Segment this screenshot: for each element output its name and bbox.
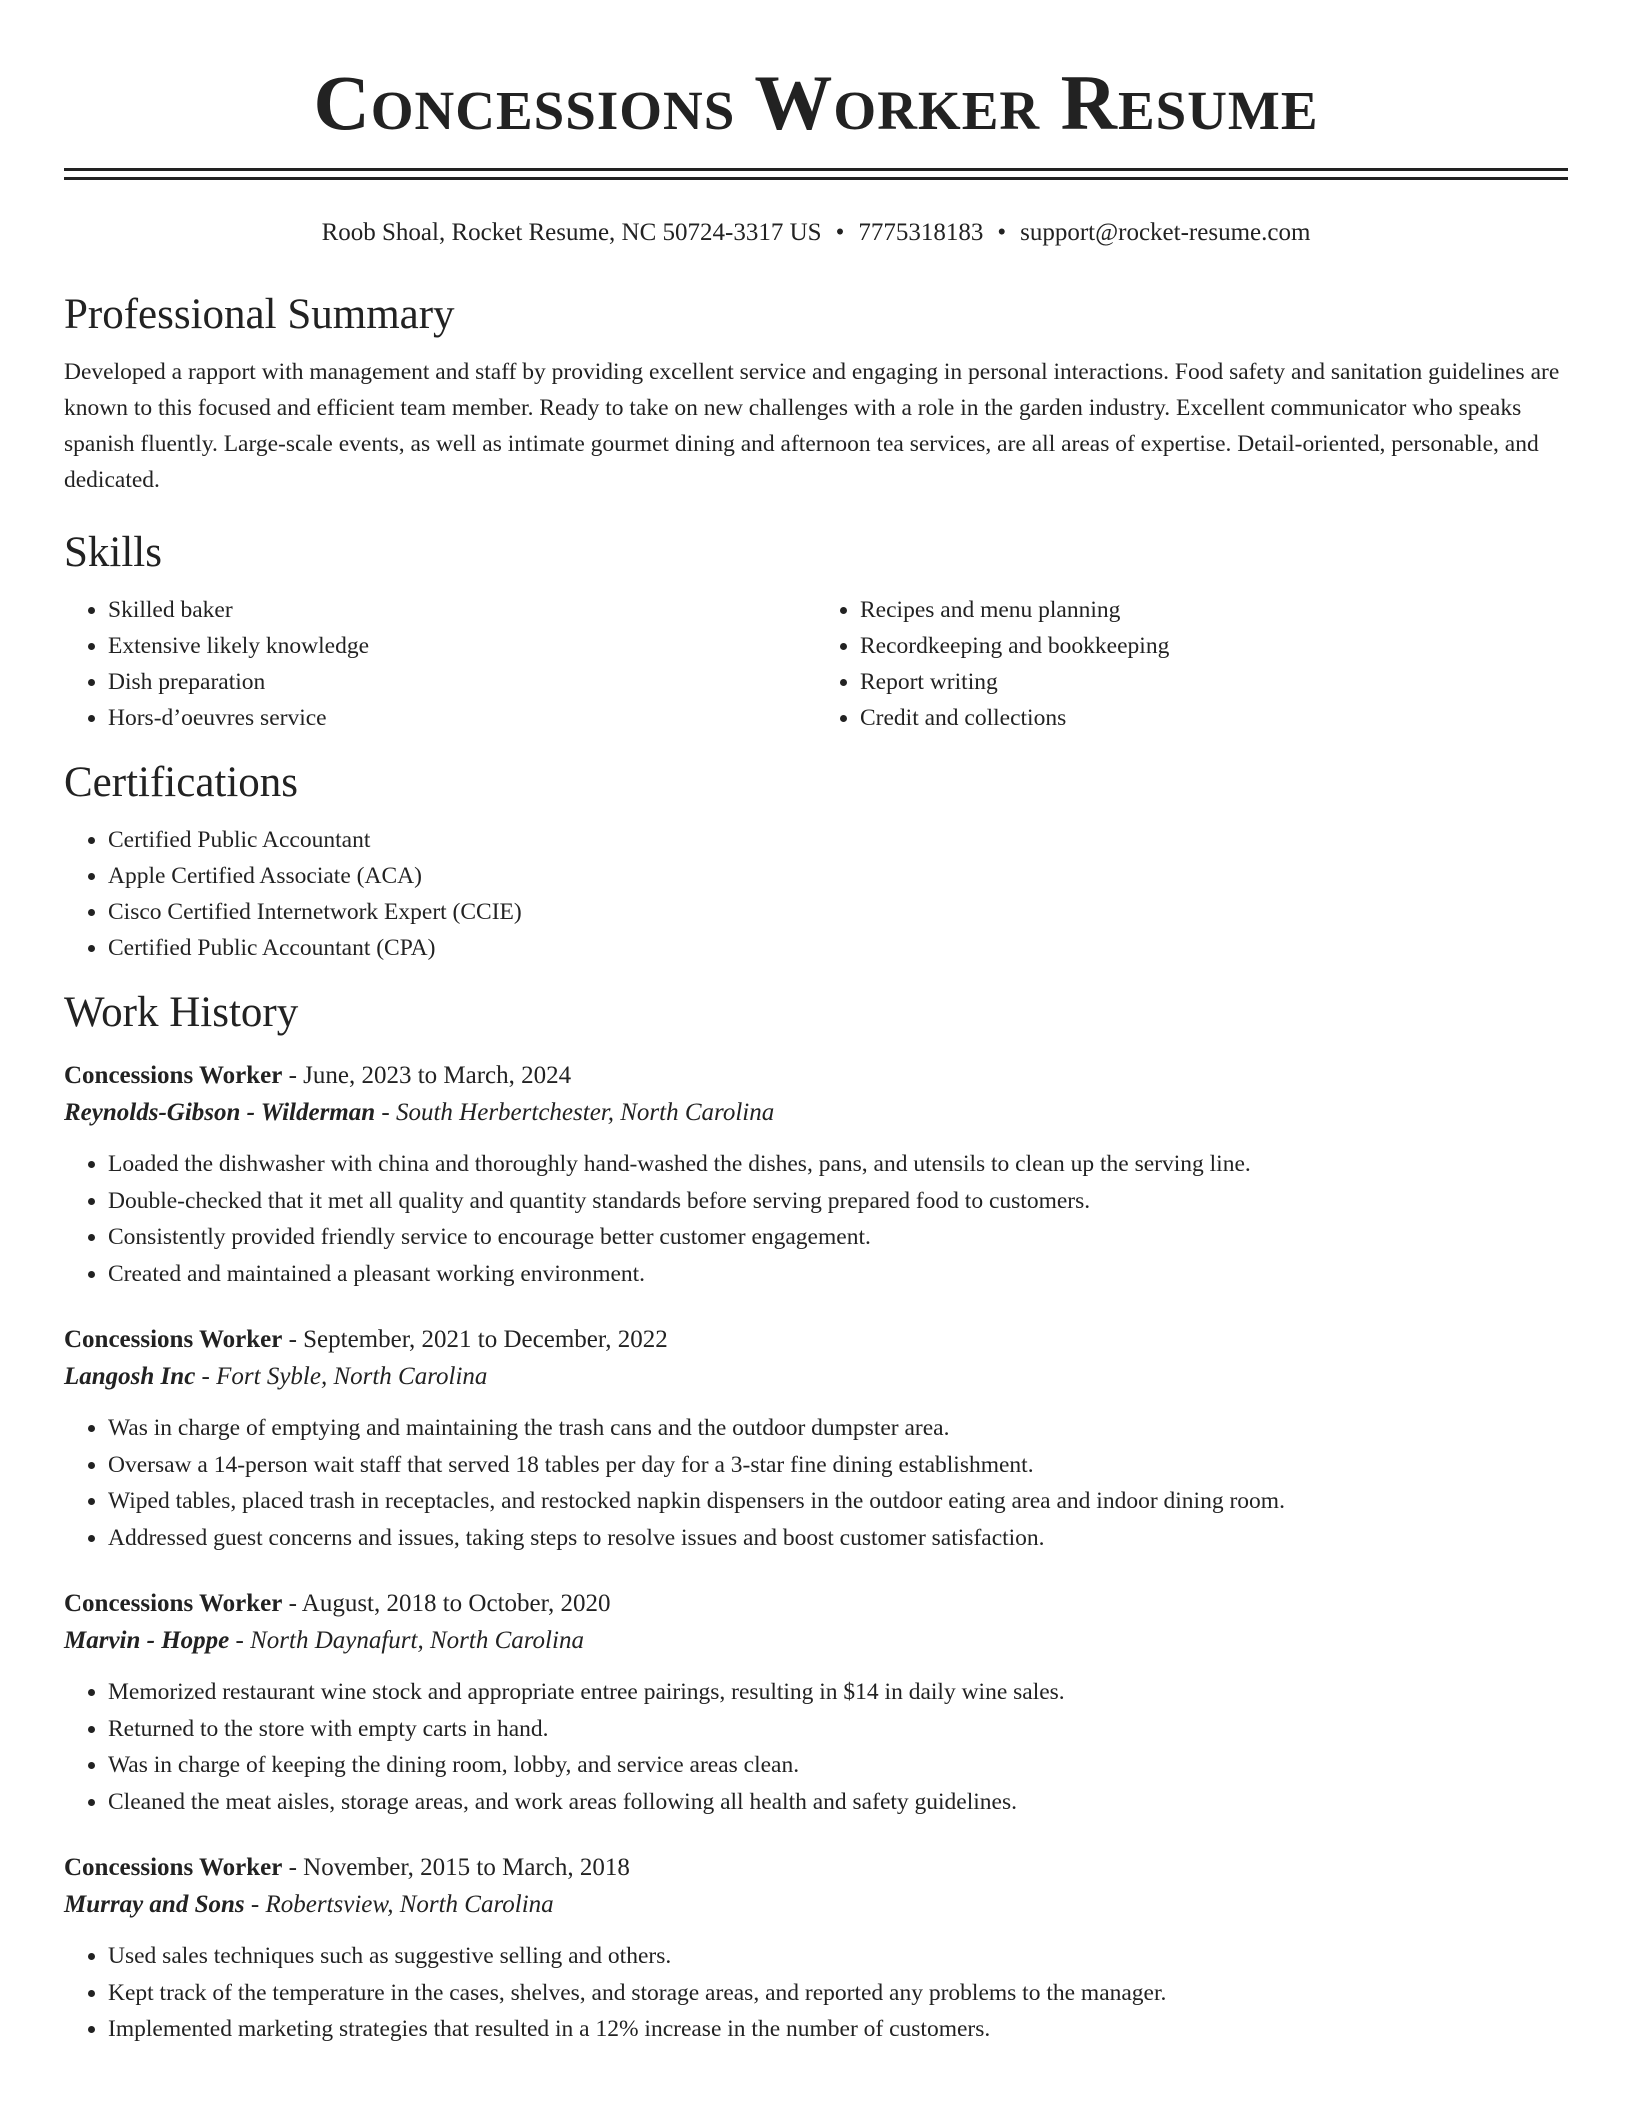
- job-title: Concessions Worker: [64, 1590, 283, 1617]
- contact-email: support@rocket-resume.com: [1020, 219, 1311, 246]
- company-name: Langosh Inc: [64, 1363, 196, 1390]
- job-entry: [64, 1850, 1568, 2048]
- job-bullet: • Cleaned the meat aisles, storage areas, and work areas following all health and safety guidelines.: [108, 1784, 1568, 1821]
- title-rule-top: [64, 168, 1568, 171]
- skills-right-list: [816, 592, 1568, 736]
- job-title-line: [64, 1850, 1568, 1886]
- company-location: - North Daynafurt, North Carolina: [235, 1627, 584, 1654]
- title-rule-bottom: [64, 177, 1568, 180]
- skill-item: • Recordkeeping and bookkeeping: [860, 628, 1568, 664]
- job-dates: - September, 2021 to December, 2022: [288, 1326, 668, 1353]
- summary-heading: Professional Summary: [64, 291, 455, 338]
- company-location: - Fort Syble, North Carolina: [201, 1363, 488, 1390]
- job-bullet: • Returned to the store with empty carts in hand.: [108, 1711, 1568, 1748]
- job-title-line: [64, 1586, 1568, 1622]
- contact-line: [64, 218, 1568, 248]
- skill-item: • Report writing: [860, 664, 1568, 700]
- certification-item: • Certified Public Accountant (CPA): [108, 930, 1568, 966]
- skills-columns: [64, 592, 1568, 736]
- skill-item: • Recipes and menu planning: [860, 592, 1568, 628]
- job-title: Concessions Worker: [64, 1854, 283, 1881]
- contact-phone: 7775318183: [858, 219, 984, 246]
- job-title: Concessions Worker: [64, 1326, 283, 1353]
- resume-title: Concessions Worker Resume: [313, 59, 1319, 146]
- job-bullet: • Implemented marketing strategies that resulted in a 12% increase in the number of customers.: [108, 2011, 1568, 2048]
- job-bullet: • Kept track of the temperature in the cases, shelves, and storage areas, and reported any problems to the manager.: [108, 1975, 1568, 2012]
- company-location: - South Herbertchester, North Carolina: [381, 1099, 775, 1126]
- company-line: [64, 1622, 1568, 1660]
- company-location: - Robertsview, North Carolina: [250, 1891, 554, 1918]
- job-title: Concessions Worker: [64, 1062, 283, 1089]
- job-bullet: • Was in charge of emptying and maintaining the trash cans and the outdoor dumpster area.: [108, 1410, 1568, 1447]
- job-entry: [64, 1058, 1568, 1292]
- job-bullets: [64, 1146, 1568, 1292]
- job-bullets: [64, 1938, 1568, 2048]
- job-dates: - November, 2015 to March, 2018: [288, 1854, 630, 1881]
- job-bullet: • Was in charge of keeping the dining room, lobby, and service areas clean.: [108, 1747, 1568, 1784]
- company-name: Marvin - Hoppe: [64, 1627, 230, 1654]
- skill-item: • Extensive likely knowledge: [108, 628, 816, 664]
- job-bullets: [64, 1410, 1568, 1556]
- company-line: [64, 1094, 1568, 1132]
- skill-item: • Credit and collections: [860, 700, 1568, 736]
- skill-item: • Skilled baker: [108, 592, 816, 628]
- skills-heading: Skills: [64, 529, 162, 576]
- job-bullet: • Created and maintained a pleasant working environment.: [108, 1256, 1568, 1293]
- summary-text: Developed a rapport with management and staff by providing excellent service and engaging in personal interactions. Food safety and sanitation guidelines are known to this focused and efficient team member. Ready to take on new challenges with a role in the garden industry. Excellent communicator who speaks spanish fluently. Large-scale events, as well as intimate gourmet dining and afternoon tea services, are all areas of expertise. Detail-oriented, personable, and dedicated.: [64, 359, 1560, 493]
- certifications-heading: Certifications: [64, 759, 299, 806]
- job-dates: - August, 2018 to October, 2020: [288, 1590, 611, 1617]
- job-bullet: • Double-checked that it met all quality and quantity standards before serving prepared food to customers.: [108, 1183, 1568, 1220]
- job-title-line: [64, 1058, 1568, 1094]
- skill-item: • Dish preparation: [108, 664, 816, 700]
- work-history-heading: Work History: [64, 989, 299, 1036]
- company-line: [64, 1886, 1568, 1924]
- certifications-list: [64, 822, 1568, 966]
- certification-item: • Cisco Certified Internetwork Expert (CCIE): [108, 894, 1568, 930]
- job-bullet: • Consistently provided friendly service to encourage better customer engagement.: [108, 1219, 1568, 1256]
- skill-item: • Hors-d’oeuvres service: [108, 700, 816, 736]
- job-bullet: • Oversaw a 14-person wait staff that served 18 tables per day for a 3-star fine dining establishment.: [108, 1447, 1568, 1484]
- job-entry: [64, 1322, 1568, 1556]
- company-name: Reynolds-Gibson - Wilderman: [64, 1099, 376, 1126]
- job-dates: - June, 2023 to March, 2024: [288, 1062, 572, 1089]
- skills-left-list: [64, 592, 816, 736]
- certification-item: • Apple Certified Associate (ACA): [108, 858, 1568, 894]
- job-bullets: [64, 1674, 1568, 1820]
- company-line: [64, 1358, 1568, 1396]
- company-name: Murray and Sons: [64, 1891, 245, 1918]
- job-title-line: [64, 1322, 1568, 1358]
- contact-separator: •: [835, 219, 845, 246]
- job-bullet: • Loaded the dishwasher with china and thoroughly hand-washed the dishes, pans, and utensils to clean up the serving line.: [108, 1146, 1568, 1183]
- job-bullet: • Addressed guest concerns and issues, taking steps to resolve issues and boost customer satisfaction.: [108, 1520, 1568, 1557]
- contact-address: Roob Shoal, Rocket Resume, NC 50724-3317 US: [321, 219, 822, 246]
- job-bullet: • Memorized restaurant wine stock and appropriate entree pairings, resulting in $14 in daily wine sales.: [108, 1674, 1568, 1711]
- job-bullet: • Used sales techniques such as suggestive selling and others.: [108, 1938, 1568, 1975]
- certification-item: • Certified Public Accountant: [108, 822, 1568, 858]
- job-bullet: • Wiped tables, placed trash in receptacles, and restocked napkin dispensers in the outdoor eating area and indoor dining room.: [108, 1483, 1568, 1520]
- contact-separator: •: [997, 219, 1007, 246]
- job-entry: [64, 1586, 1568, 1820]
